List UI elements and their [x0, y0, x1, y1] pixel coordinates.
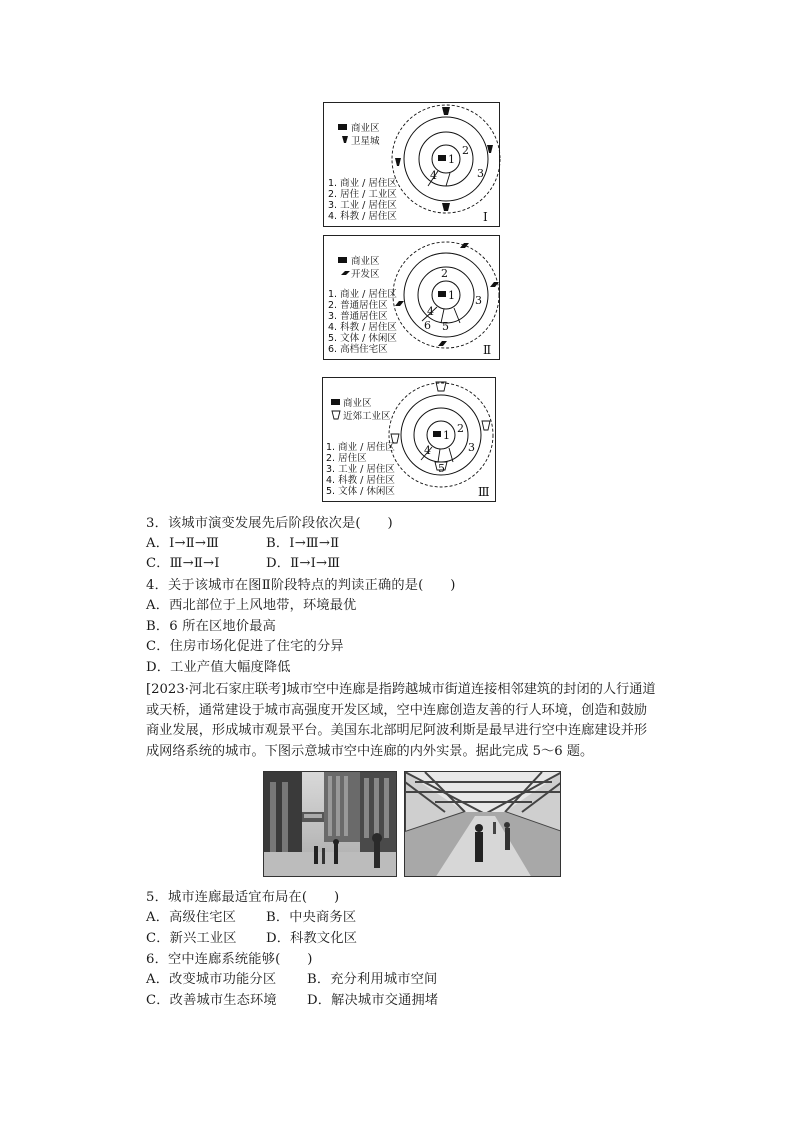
satellite-town-icon: [442, 107, 450, 115]
figure1-legend-0: 商业区: [351, 123, 380, 134]
figure2-note-1: 2. 普通居住区: [328, 300, 388, 311]
commercial-legend-icon: [338, 257, 347, 263]
q4-option-d: D．工业产值大幅度降低: [146, 660, 291, 675]
figure1-note-3: 4. 科教 / 居住区: [328, 211, 397, 222]
suburban-industrial-icon: [482, 421, 490, 430]
figure2-note-2: 3. 普通居住区: [328, 311, 388, 322]
suburban-industrial-legend-icon: [332, 411, 340, 419]
cbd-icon: [438, 155, 446, 161]
development-zone-icon: [460, 243, 469, 248]
zone-1: 1: [448, 289, 455, 302]
figure1-stage-label: Ⅰ: [483, 210, 488, 224]
q6-stem: 6．空中连廊系统能够( ): [146, 952, 313, 967]
figure2-note-0: 1. 商业 / 居住区: [328, 289, 397, 300]
figure1-note-0: 1. 商业 / 居住区: [328, 178, 397, 189]
cbd-icon: [433, 431, 441, 437]
figure-stage-2-diagram: [324, 236, 501, 361]
zone-6: 6: [424, 319, 431, 332]
zone-3: 3: [477, 167, 484, 180]
q3-option-d: D．Ⅱ→Ⅰ→Ⅲ: [266, 556, 341, 571]
q6-option-c: C．改善城市生态环境: [146, 993, 277, 1008]
skyway-exterior-photo: [263, 771, 397, 877]
figure1-legend-1: 卫星城: [351, 136, 380, 147]
figure1-note-2: 3. 工业 / 居住区: [328, 200, 397, 211]
q6-option-b: B．充分利用城市空间: [307, 972, 438, 987]
figure3-note-0: 1. 商业 / 居住区: [326, 442, 395, 453]
figure3-stage-label: Ⅲ: [478, 485, 490, 499]
figure2-note-4: 5. 文体 / 休闲区: [328, 333, 397, 344]
zone-5: 5: [438, 462, 445, 475]
zone-4: 4: [424, 444, 431, 457]
q4-stem: 4．关于该城市在图Ⅱ阶段特点的判读正确的是( ): [146, 578, 456, 593]
q6-option-d: D．解决城市交通拥堵: [307, 993, 439, 1008]
satellite-town-icon: [487, 145, 493, 153]
development-zone-legend-icon: [341, 271, 350, 275]
figure3-note-3: 4. 科教 / 居住区: [326, 475, 395, 486]
q4-option-c: C．住房市场化促进了住宅的分异: [146, 639, 344, 654]
figure-stage-1-diagram: [324, 103, 501, 228]
zone-2: 2: [441, 267, 448, 280]
zone-3: 3: [468, 441, 475, 454]
figure3-note-4: 5. 文体 / 休闲区: [326, 486, 395, 497]
zone-4: 4: [430, 169, 437, 182]
commercial-legend-icon: [338, 124, 347, 130]
q3-stem: 3．该城市演变发展先后阶段依次是( ): [146, 516, 393, 531]
figure3-legend-1: 近郊工业区: [343, 411, 391, 422]
q3-option-c: C．Ⅲ→Ⅱ→Ⅰ: [146, 556, 220, 571]
zone-4: 4: [427, 305, 434, 318]
zone-1: 1: [448, 153, 455, 166]
figure2-legend-0: 商业区: [351, 256, 380, 267]
figure3-legend-0: 商业区: [343, 398, 372, 409]
zone-3: 3: [475, 294, 482, 307]
figure3-note-2: 3. 工业 / 居住区: [326, 464, 395, 475]
q5-option-b: B．中央商务区: [266, 910, 357, 925]
zone-5: 5: [442, 320, 449, 333]
zone-2: 2: [457, 422, 464, 435]
figure2-legend-1: 开发区: [351, 269, 380, 280]
q5-option-c: C．新兴工业区: [146, 931, 237, 946]
figure2-note-5: 6. 高档住宅区: [328, 344, 388, 355]
q5-stem: 5．城市连廊最适宜布局在( ): [146, 890, 340, 905]
figure1-note-1: 2. 居住 / 工业区: [328, 189, 397, 200]
q6-option-a: A．改变城市功能分区: [146, 972, 277, 987]
cbd-icon: [438, 291, 446, 297]
figure2-note-3: 4. 科教 / 居住区: [328, 322, 397, 333]
q4-option-b: B．6 所在区地价最高: [146, 619, 276, 634]
development-zone-icon: [395, 301, 404, 306]
figure3-note-1: 2. 居住区: [326, 453, 367, 464]
zone-2: 2: [462, 144, 469, 157]
satellite-town-icon: [442, 203, 450, 211]
figure2-stage-label: Ⅱ: [483, 343, 492, 357]
q5-option-d: D．科教文化区: [266, 931, 358, 946]
q5-option-a: A．高级住宅区: [146, 910, 237, 925]
figure-stage-1: [323, 102, 500, 227]
figure-stage-3: [322, 377, 496, 502]
zone-1: 1: [443, 429, 450, 442]
figure-stage-3-diagram: [323, 378, 497, 503]
passage: [2023·河北石家庄联考]城市空中连廊是指跨越城市街道连接相邻建筑的封闭的人行通道或天桥，通常建设于城市高强度开发区域，空中连廊创造友善的行人环境，创造和鼓励商业发展，形成城市观景平台。美国东北部明尼阿波利斯是最早进行空中连廊建设并形成网络系统的城市。下图示意城市空中连廊的内外实景。据此完成 5～6 题。: [146, 682, 656, 759]
q3-option-a: A．Ⅰ→Ⅱ→Ⅲ: [146, 536, 220, 551]
satellite-town-legend-icon: [342, 136, 348, 143]
satellite-town-icon: [395, 158, 401, 166]
q3-option-b: B．Ⅰ→Ⅲ→Ⅱ: [266, 536, 340, 551]
figure-stage-2: [323, 235, 500, 360]
q4-option-a: A．西北部位于上风地带，环境最优: [146, 598, 357, 613]
skyway-interior-photo: [404, 771, 561, 877]
development-zone-icon: [438, 341, 447, 346]
commercial-legend-icon: [331, 399, 340, 405]
